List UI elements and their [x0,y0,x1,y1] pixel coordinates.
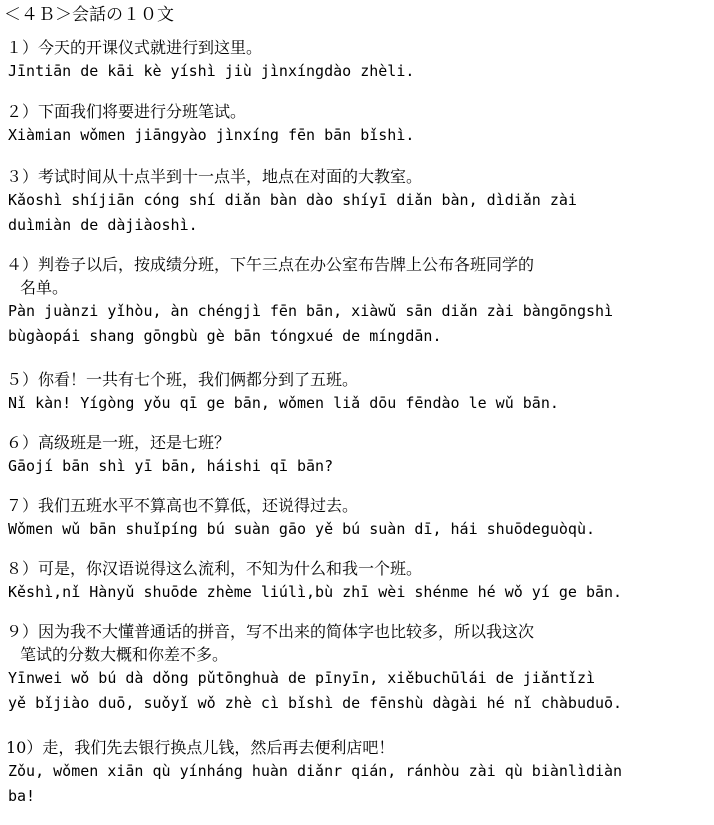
pinyin-line: ba! [8,787,36,805]
pinyin-line: Gāojí bān shì yī bān, háishi qī bān? [8,457,334,475]
chinese-sentence [0,36,708,59]
chinese-sentence [0,494,708,517]
chinese-text: 下面我们将要进行分班笔试。 [38,102,247,121]
sentence-number: ５） [6,370,39,389]
chinese-text: 判卷子以后，按成绩分班，下午三点在办公室布告牌上公布各班同学的 [38,255,535,274]
chinese-sentence [0,368,708,391]
pinyin-line: Yīnwei wǒ bú dà dǒng pǔtōnghuà de pīnyīn, xiěbuchūlái de jiǎntǐzì [8,669,595,687]
sentence-item [0,620,714,716]
chinese-sentence [0,431,708,454]
chinese-text: 我们五班水平不算高也不算低，还说得过去。 [38,496,359,515]
sentence-number: ９） [6,622,39,641]
sentence-number: ７） [6,496,39,515]
chinese-text: 高级班是一班，还是七班？ [38,433,231,452]
sentence-item [0,431,714,479]
sentence-item [0,36,714,84]
sentence-item [0,736,714,809]
sentence-item [0,368,714,416]
pinyin-line: Kǎoshì shíjiān cóng shí diǎn bàn dào shíyī diǎn bàn, dìdiǎn zài [8,191,577,209]
sentence-item [0,494,714,542]
sentence-number: １） [6,38,39,57]
chinese-text-continuation: 笔试的分数大概和你差不多。 [20,645,229,664]
pinyin-line: duìmiàn de dàjiàoshì. [8,216,198,234]
pinyin-line: Kěshì,nǐ Hànyǔ shuōde zhème liúlì,bù zhī wèi shénme hé wǒ yí ge bān. [8,583,623,601]
pinyin-line: Jīntiān de kāi kè yíshì jiù jìnxíngdào zhèli. [8,62,415,80]
chinese-sentence [0,253,708,299]
pinyin-line: yě bǐjiào duō, suǒyǐ wǒ zhè cì bǐshì de fēnshù dàgài hé nǐ chàbuduō. [8,694,623,712]
chinese-sentence [0,620,708,666]
chinese-sentence [0,557,708,580]
chinese-text: 可是，你汉语说得这么流利，不知为什么和我一个班。 [38,559,423,578]
pinyin-line: Xiàmian wǒmen jiāngyào jìnxíng fēn bān bǐshì. [8,126,415,144]
pinyin-line: Pàn juànzi yǐhòu, àn chéngjì fēn bān, xiàwǔ sān diǎn zài bàngōngshì [8,302,614,320]
chinese-text: 走，我们先去银行换点儿钱，然后再去便利店吧！ [42,738,395,757]
chinese-text: 考试时间从十点半到十一点半，地点在对面的大教室。 [38,167,423,186]
chinese-text: 今天的开课仪式就进行到这里。 [38,38,263,57]
sentence-item [0,100,714,148]
sentence-number: 10） [6,738,43,757]
sentence-number: ２） [6,102,39,121]
sentence-item [0,253,714,349]
chinese-text-continuation: 名单。 [20,278,69,297]
chinese-sentence [0,736,708,759]
page-title: ＜４Ｂ＞会話の１０文 [4,5,174,25]
chinese-text: 因为我不大懂普通话的拼音，写不出来的简体字也比较多，所以我这次 [38,622,535,641]
pinyin-line: Zǒu, wǒmen xiān qù yínháng huàn diǎnr qián, ránhòu zài qù biànlìdiàn [8,762,623,780]
sentence-number: ８） [6,559,39,578]
sentence-number: ６） [6,433,39,452]
chinese-text: 你看！一共有七个班，我们俩都分到了五班。 [38,370,359,389]
pinyin-line: Wǒmen wǔ bān shuǐpíng bú suàn gāo yě bú suàn dī, hái shuōdeguòqù. [8,520,595,538]
sentence-number: ４） [6,255,39,274]
chinese-sentence [0,100,708,123]
sentence-item [0,557,714,605]
sentence-item [0,165,714,238]
chinese-sentence [0,165,708,188]
pinyin-line: bùgàopái shang gōngbù gè bān tóngxué de míngdān. [8,327,442,345]
sentence-number: ３） [6,167,39,186]
pinyin-line: Nǐ kàn! Yígòng yǒu qī ge bān, wǒmen liǎ dōu fēndào le wǔ bān. [8,394,559,412]
